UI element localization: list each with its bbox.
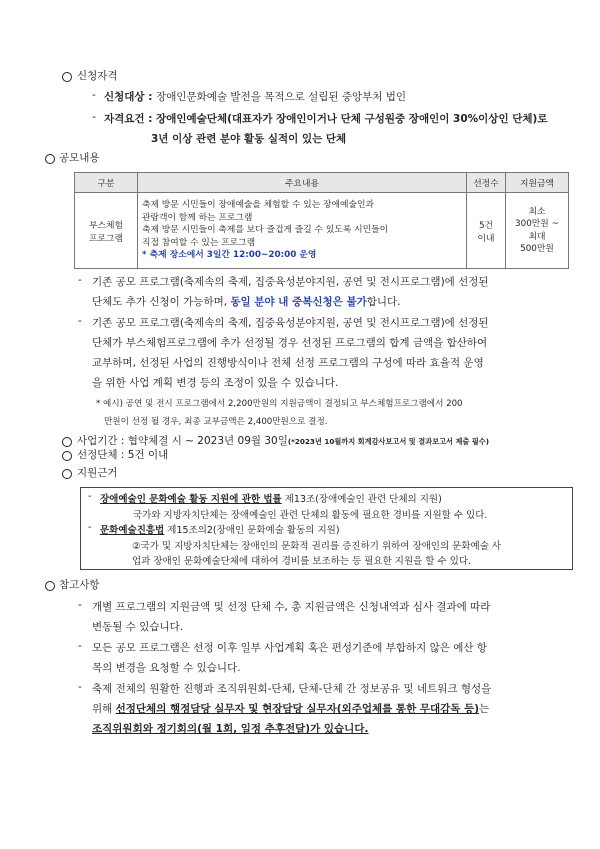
bullet1-line-1: 기존 공모 프로그램(축제속의 축제, 집중육성분야지원, 공연 및 전시프로그램)에 선정된 [92,276,489,288]
law2-title: 문화예술진흥법 제15조의2(장애인 문화예술 활동의 지원) [100,525,340,536]
eligibility-line-2-cont: 3년 이상 관련 분야 활동 실적이 있는 단체 [151,133,347,145]
law2-text-2: 업과 장애인 문화예술단체에 대하여 경비를 보조하는 등 필요한 지원을 할 수 있다. [132,556,472,567]
circle-bullet-icon [45,581,55,591]
circle-bullet-icon [62,469,72,479]
section-heading-notes: 참고사항 [59,579,100,591]
dash-marker: - [78,315,82,327]
note3-line-2: 위해 선정단체의 행정담당 실무자 및 현장담당 실무자(외주업체를 통한 무대감독 등)는 [92,703,490,715]
bullet2-line-1: 기존 공모 프로그램(축제속의 축제, 집중육성분야지원, 공연 및 전시프로그램)에 선정된 [92,317,489,329]
circle-bullet-icon [62,437,72,447]
dash-marker: - [92,89,96,101]
table-cell-content: 축제 방문 시민들이 장애예술을 체험할 수 있는 장애예술인과 관람객이 함께 하는 프로그램 축제 방문 시민들이 축제를 보다 즐겁게 즐길 수 있도록 시민들이 직접 참여할 수 있는 프로그램 * 축제 장소에서 3일간 12:00~20:00 운영 [138,193,467,269]
dash-marker: - [88,522,92,533]
bullet2-line-2: 단체가 부스체험프로그램에 추가 선정될 경우 선정된 프로그램의 합계 금액을 합산하여 [92,337,488,349]
table-highlight: * 축제 장소에서 3일간 12:00~20:00 운영 [142,250,317,261]
eligibility-line-1: 신청대상 : 장애인문화예술 발전을 목적으로 설립된 중앙부처 법인 [104,91,407,103]
section-heading-contents: 공모내용 [59,152,100,164]
bullet1-line-2: 단체도 추가 신청이 가능하며, 동일 분야 내 중복신청은 불가합니다. [92,296,401,308]
project-period: 사업기간 : 협약체결 시 ~ 2023년 09월 30일(*2023년 10월까지 회계감사보고서 및 결과보고서 제출 필수) [77,435,490,447]
example-line-1: * 예시) 공연 및 전시 프로그램에서 2,200만원의 지원금액이 결정되고 부스체험프로그램에서 200 [96,399,463,409]
dash-marker: - [78,599,82,611]
law2-text-1: ②국가 및 지방자치단체는 장애인의 문화적 권리를 증진하기 위하여 장애인의 문화예술 사 [132,541,502,552]
table-header: 선정수 [467,173,506,193]
note2-line-2: 목의 변경을 요청할 수 있습니다. [92,662,241,674]
dash-marker: - [88,491,92,502]
example-line-2: 만원이 선정 될 경우, 최종 교부금액은 2,400만원으로 결정. [104,417,328,427]
table-cell-amount: 최소 300만원 ~ 최대 500만원 [506,193,569,269]
program-table [74,172,569,269]
bullet2-line-3: 교부하며, 선정된 사업의 진행방식이나 전체 선정 프로그램의 구성에 따라 효율적 운영 [92,357,484,369]
note3-line-1: 축제 전체의 원활한 진행과 조직위원회-단체, 단체-단체 간 정보공유 및 네트워크 형성을 [92,683,492,695]
table-header: 지원금액 [506,173,569,193]
table-header: 구분 [75,173,138,193]
eligibility-line-2: 자격요건 : 장애인예술단체(대표자가 장애인이거나 단체 구성원중 장애인이 30%이상인 단체)로 [104,113,548,125]
dash-marker: - [78,681,82,693]
law1-text: 국가와 지방자치단체는 장애예술인 관련 단체의 활동에 필요한 경비를 지원할 수 있다. [133,510,488,521]
selected-count: 선정단체 : 5건 이내 [77,449,169,461]
table-cell-category: 부스체험 프로그램 [75,193,138,269]
circle-bullet-icon [45,154,55,164]
table-cell-count: 5건 이내 [467,193,506,269]
note1-line-2: 변동될 수 있습니다. [92,621,184,633]
section-heading-eligibility: 신청자격 [77,70,118,82]
section-heading-basis: 지원근거 [77,467,118,479]
table-header: 주요내용 [138,173,467,193]
circle-bullet-icon [62,72,72,82]
circle-bullet-icon [62,451,72,461]
dash-marker: - [78,274,82,286]
bullet2-line-4: 을 위한 사업 계획 변경 등의 조정이 있을 수 있습니다. [92,377,339,389]
law1-title: 장애예술인 문화예술 활동 지원에 관한 법률 제13조(장애예술인 관련 단체의 지원) [100,494,442,505]
note3-line-3: 조직위원회와 정기회의(월 1회, 일정 추후전달)가 있습니다. [92,723,369,735]
note2-line-1: 모든 공모 프로그램은 선정 이후 일부 사업계획 혹은 편성기준에 부합하지 않은 예산 항 [92,642,488,654]
dash-marker: - [92,111,96,123]
note1-line-1: 개별 프로그램의 지원금액 및 선정 단체 수, 총 지원금액은 신청내역과 심사 결과에 따라 [92,601,491,613]
dash-marker: - [78,640,82,652]
